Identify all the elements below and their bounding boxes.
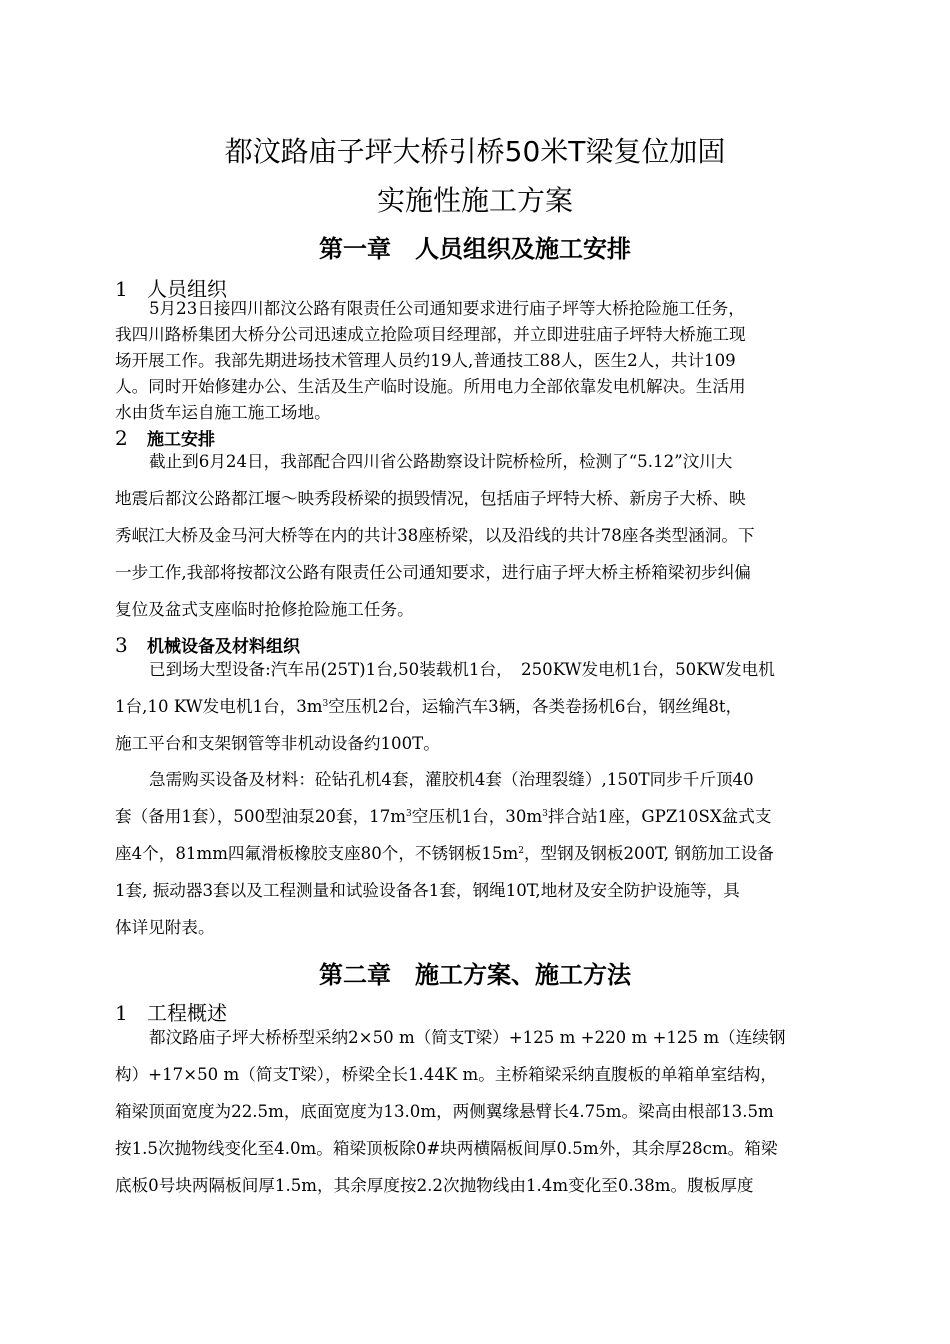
paragraph-line: 套（备用1套），500型油泵20套，$17m^3$空压机1台，$30m^3$拌合站1座，GPZ10SX盆式支 bbox=[115, 807, 772, 826]
paragraph-line: 按1.5次抛物线变化至4.0m。箱梁顶板除0#块两横隔板间厚0.5m外，其余厚28cm。箱梁 bbox=[115, 1139, 778, 1158]
chapter-2-heading: 第二章 施工方案、施工方法 bbox=[319, 961, 631, 989]
paragraph-line: 人。同时开始修建办公、生活及生产临时设施。所用电力全部依靠发电机解决。生活用 bbox=[115, 377, 746, 396]
paragraph-line: 截止到6月24日，我部配合四川省公路勘察设计院桥检所，检测了“5.12”汶川大 bbox=[149, 452, 733, 471]
paragraph-line: 急需购买设备及材料：砼钻孔机4套，灌胶机4套（治理裂缝）,150T同步千斤顶40 bbox=[149, 770, 754, 789]
paragraph-line: 底板0号块两隔板间厚1.5m，其余厚度按2.2次抛物线由1.4m变化至0.38m。腹板厚度 bbox=[115, 1176, 754, 1195]
document-subtitle: 实施性施工方案 bbox=[376, 184, 573, 217]
paragraph-line: 场开展工作。我部先期进场技术管理人员约19人,普通技工88人，医生2人，共计109 bbox=[115, 351, 736, 370]
paragraph-line: 都汶路庙子坪大桥桥型采纳2×50 m（简支T梁）+125 m +220 m +125 m（连续钢 bbox=[149, 1028, 786, 1047]
paragraph-line: 座4个，81mm四氟滑板橡胶支座80个，不锈钢板$15m^2$，型钢及钢板200T, 钢筋加工设备 bbox=[115, 844, 774, 863]
section-title: 工程概述 bbox=[147, 1001, 227, 1025]
section-title: 人员组织 bbox=[147, 277, 227, 301]
paragraph-line: 1台,10 KW发电机1台，$3m^3$空压机2台，运输汽车3辆，各类卷扬机6台，钢丝绳8t， bbox=[115, 697, 743, 716]
section-number: 1 bbox=[115, 1001, 128, 1025]
document-title: 都汶路庙子坪大桥引桥50米T梁复位加固 bbox=[224, 135, 726, 168]
chapter-1-heading: 第一章 人员组织及施工安排 bbox=[319, 235, 631, 263]
section-number: 2 bbox=[115, 426, 128, 450]
paragraph-line: 施工平台和支架钢管等非机动设备约100T。 bbox=[115, 734, 440, 753]
paragraph-line: 已到场大型设备:汽车吊(25T)1台,50装载机1台， 250KW发电机1台，50KW发电机 bbox=[149, 660, 775, 679]
section-number: 3 bbox=[115, 633, 128, 657]
superscript: 3 bbox=[406, 809, 412, 819]
section-title: 施工安排 bbox=[147, 430, 215, 450]
paragraph-line: 我四川路桥集团大桥分公司迅速成立抢险项目经理部，并立即进驻庙子坪特大桥施工现 bbox=[115, 325, 746, 344]
section-title: 机械设备及材料组织 bbox=[147, 637, 300, 657]
superscript: 3 bbox=[322, 699, 329, 709]
section-number: 1 bbox=[115, 277, 128, 301]
paragraph-line: 复位及盆式支座临时抢修抢险施工任务。 bbox=[115, 600, 414, 619]
paragraph-line: 地震后都汶公路都江堰～映秀段桥梁的损毁情况，包括庙子坪特大桥、新房子大桥、映 bbox=[115, 489, 746, 508]
superscript: 3 bbox=[542, 809, 548, 819]
paragraph-line: 一步工作,我部将按都汶公路有限责任公司通知要求，进行庙子坪大桥主桥箱梁初步纠偏 bbox=[115, 563, 751, 582]
paragraph-line: 1套, 振动器3套以及工程测量和试验设备各1套，钢绳10T,地材及安全防护设施等，具 bbox=[115, 881, 740, 900]
paragraph-line: 5月23日接四川都汶公路有限责任公司通知要求进行庙子坪等大桥抢险施工任务， bbox=[149, 299, 745, 318]
paragraph-line: 构）+17×50 m（简支T梁），桥梁全长1.44K m。主桥箱梁采纳直腹板的单箱单室结构， bbox=[115, 1065, 777, 1084]
superscript: 2 bbox=[518, 846, 524, 856]
paragraph-line: 水由货车运自施工施工场地。 bbox=[115, 403, 331, 422]
paragraph-line: 体详见附表。 bbox=[115, 918, 215, 937]
paragraph-line: 秀岷江大桥及金马河大桥等在内的共计38座桥梁，以及沿线的共计78座各类型涵洞。下 bbox=[115, 526, 755, 545]
paragraph-line: 箱梁顶面宽度为22.5m，底面宽度为13.0m，两侧翼缘悬臂长4.75m。梁高由根部13.5m bbox=[115, 1102, 774, 1121]
